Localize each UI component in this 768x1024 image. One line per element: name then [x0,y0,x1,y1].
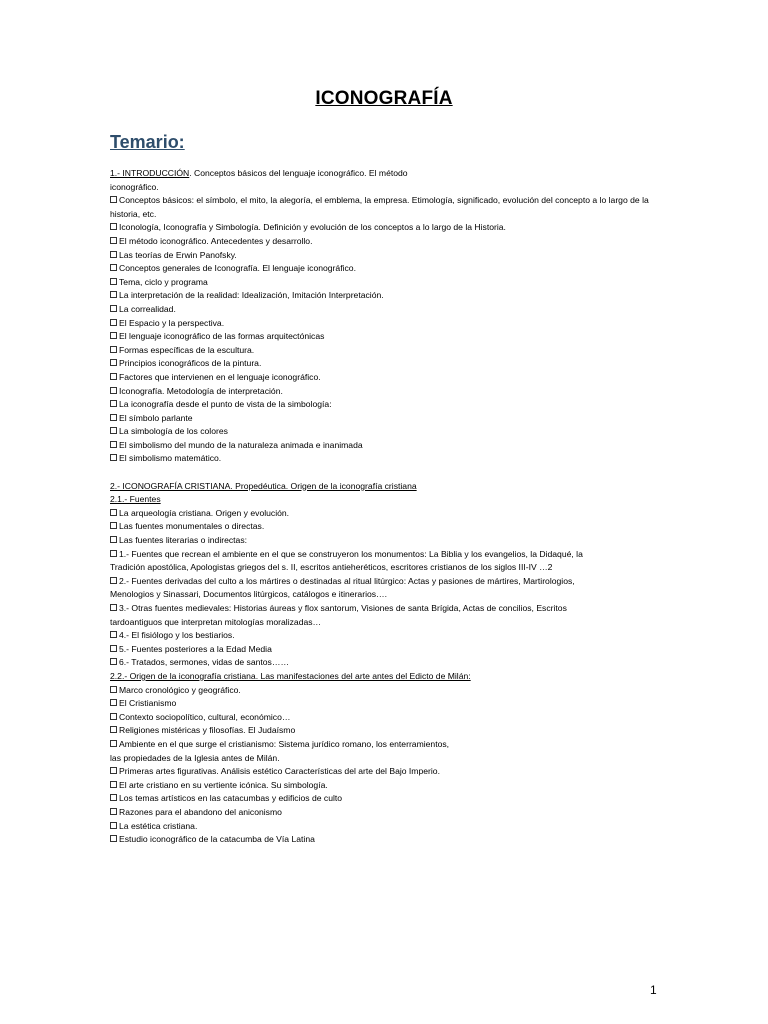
checkbox-icon [110,319,117,326]
checkbox-icon [110,536,117,543]
checkbox-icon [110,441,117,448]
list-item-cont: las propiedades de la Iglesia antes de Milán. [110,752,280,763]
list-item: Las teorías de Erwin Panofsky. [110,249,658,263]
checkbox-icon [110,237,117,244]
checkbox-icon [110,577,117,584]
checkbox-icon [110,699,117,706]
list-item: Iconología, Iconografía y Simbología. Definición y evolución de los conceptos a lo largo de la Historia. [110,221,658,235]
subsection-2-1-heading: 2.1.- Fuentes [110,494,161,505]
checkbox-icon [110,223,117,230]
list-item: Ambiente en el que surge el cristianismo: Sistema jurídico romano, los enterramientos, [110,738,658,752]
checkbox-icon [110,645,117,652]
checkbox-icon [110,305,117,312]
page-number: 1 [650,983,657,997]
checkbox-icon [110,454,117,461]
list-item: 6.- Tratados, sermones, vidas de santos…… [110,656,658,670]
section-1-title: . Conceptos básicos del lenguaje iconográfico. El método [189,168,408,178]
list-item: 2.- Fuentes derivadas del culto a los mártires o destinadas al ritual litúrgico: Actas y pasiones de mártires, Martirologios, [110,575,658,589]
list-item: Conceptos básicos: el símbolo, el mito, la alegoría, el emblema, la empresa. Etimología, significado, evolución del concepto a lo largo de la historia, etc. [110,195,649,219]
checkbox-icon [110,767,117,774]
syllabus-heading: Temario: [110,132,185,152]
list-item: Las fuentes monumentales o directas. [110,520,658,534]
section-2-heading: 2.- ICONOGRAFÍA CRISTIANA. Propedéutica. Origen de la iconografía cristiana [110,480,417,491]
checkbox-icon [110,387,117,394]
list-item: La estética cristiana. [110,820,658,834]
checkbox-icon [110,781,117,788]
checkbox-icon [110,658,117,665]
checkbox-icon [110,373,117,380]
list-item: El simbolismo del mundo de la naturaleza animada e inanimada [110,439,658,453]
list-item: Estudio iconográfico de la catacumba de Vía Latina [110,833,658,847]
list-item: La simbología de los colores [110,425,658,439]
list-item: El método iconográfico. Antecedentes y desarrollo. [110,235,658,249]
checkbox-icon [110,740,117,747]
checkbox-icon [110,808,117,815]
checkbox-icon [110,631,117,638]
checkbox-icon [110,332,117,339]
checkbox-icon [110,604,117,611]
checkbox-icon [110,251,117,258]
list-item: El Espacio y la perspectiva. [110,317,658,331]
list-item: 4.- El fisiólogo y los bestiarios. [110,629,658,643]
list-item: El lenguaje iconográfico de las formas arquitectónicas [110,330,658,344]
list-item: Religiones mistéricas y filosofías. El Judaísmo [110,724,658,738]
list-item: Marco cronológico y geográfico. [110,684,658,698]
list-item: 5.- Fuentes posteriores a la Edad Media [110,643,658,657]
list-item: El Cristianismo [110,697,658,711]
list-item: Principios iconográficos de la pintura. [110,357,658,371]
checkbox-icon [110,400,117,407]
list-item-cont: tardoantiguos que interpretan mitologías moralizadas… [110,616,322,627]
section-1-number: 1.- INTRODUCCIÓN [110,168,190,178]
document-title: ICONOGRAFÍA [315,88,453,109]
list-item: Razones para el abandono del aniconismo [110,806,658,820]
checkbox-icon [110,196,117,203]
list-item: La interpretación de la realidad: Idealización, Imitación Interpretación. [110,289,658,303]
checkbox-icon [110,726,117,733]
syllabus-content [110,167,658,847]
list-item: El simbolismo matemático. [110,452,658,466]
section-spacer [110,466,658,480]
list-item: Conceptos generales de Iconografía. El lenguaje iconográfico. [110,262,658,276]
checkbox-icon [110,794,117,801]
checkbox-icon [110,264,117,271]
list-item: Factores que intervienen en el lenguaje iconográfico. [110,371,658,385]
checkbox-icon [110,414,117,421]
checkbox-icon [110,835,117,842]
subsection-2-2-heading: 2.2.- Origen de la iconografía cristiana. Las manifestaciones del arte antes del Edicto de Milán: [110,670,471,681]
list-item: La correalidad. [110,303,658,317]
checkbox-icon [110,509,117,516]
list-item-cont: Tradición apostólica, Apologistas griegos del s. II, escritos antieheréticos, escritores cristianos de los siglos III-IV …2 [110,562,553,573]
section-1-heading [110,167,658,181]
list-item-cont: Menologios y Sinassari, Documentos litúrgicos, catálogos e itinerarios…. [110,589,388,600]
checkbox-icon [110,713,117,720]
list-item: Tema, ciclo y programa [110,276,658,290]
list-item: Contexto sociopolítico, cultural, económico… [110,711,658,725]
list-item: El símbolo parlante [110,412,658,426]
checkbox-icon [110,359,117,366]
list-item: 3.- Otras fuentes medievales: Historias áureas y flox santorum, Visiones de santa Brígida, Actas de concilios, Escritos [110,602,658,616]
checkbox-icon [110,427,117,434]
checkbox-icon [110,346,117,353]
checkbox-icon [110,291,117,298]
list-item: El arte cristiano en su vertiente icónica. Su simbología. [110,779,658,793]
list-item: Iconografía. Metodología de interpretación. [110,385,658,399]
checkbox-icon [110,822,117,829]
list-item: Primeras artes figurativas. Análisis estético Características del arte del Bajo Imperio. [110,765,658,779]
checkbox-icon [110,550,117,557]
checkbox-icon [110,522,117,529]
list-item: Los temas artísticos en las catacumbas y edificios de culto [110,792,658,806]
section-1-heading-cont: iconográfico. [110,181,159,192]
checkbox-icon [110,686,117,693]
checkbox-icon [110,278,117,285]
list-item: Formas específicas de la escultura. [110,344,658,358]
list-item: La iconografía desde el punto de vista de la simbología: [110,398,658,412]
list-item: 1.- Fuentes que recrean el ambiente en el que se construyeron los monumentos: La Biblia y los evangelios, la Didaqué, la [110,548,658,562]
list-item: Las fuentes literarias o indirectas: [110,534,658,548]
list-item: La arqueología cristiana. Origen y evolución. [110,507,658,521]
